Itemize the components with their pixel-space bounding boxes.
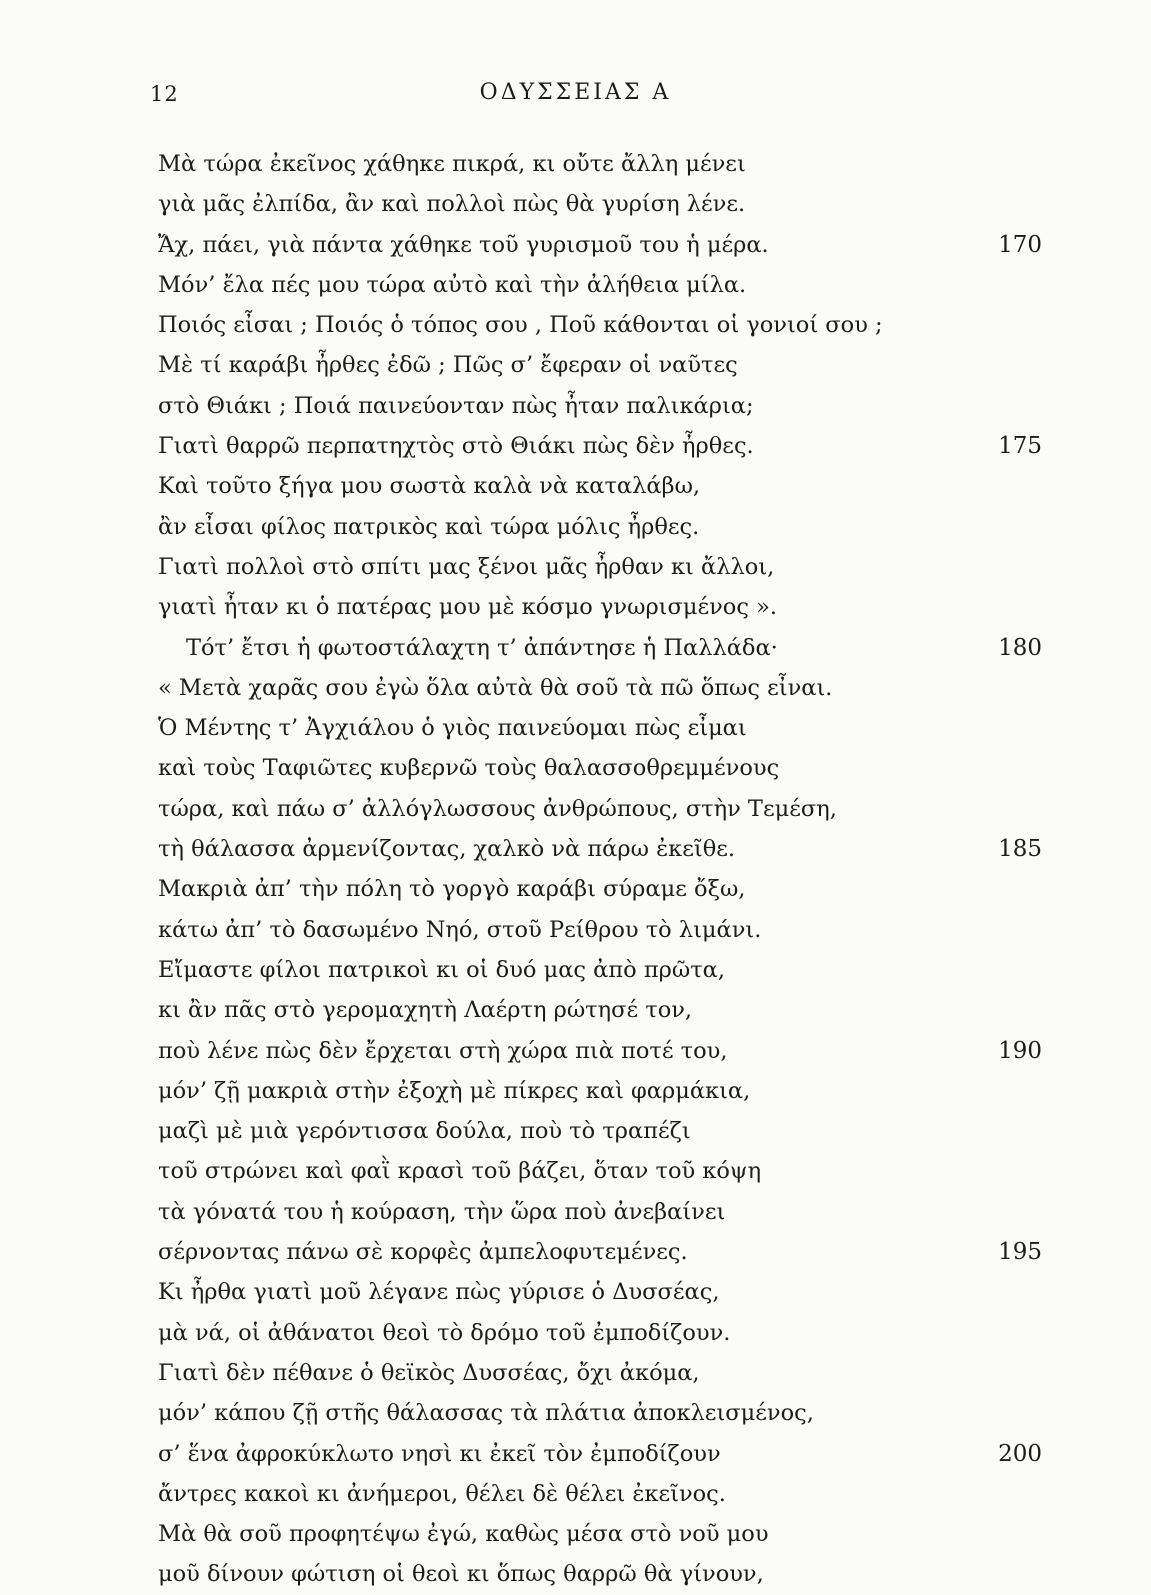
line-number: 190 [998,1037,1042,1064]
verse-text: ἂν εἶσαι φίλος πατρικὸς καὶ τώρα μόλις ἦρθες. [158,513,700,540]
verse-text: κάτω ἀπ’ τὸ δασωμένο Νηό, στοῦ Ρείθρου τὸ λιμάνι. [158,916,762,943]
verse-line [158,910,1048,950]
verse-text: Κι ἦρθα γιατὶ μοῦ λέγανε πὼς γύρισε ὁ Δυσσέας, [158,1279,720,1306]
verse-line [158,587,1048,627]
verse-line [158,547,1048,587]
line-number: 170 [998,231,1042,258]
verse-text: τὴ θάλασσα ἀρμενίζοντας, χαλκὸ νὰ πάρω ἐκεῖθε. [158,836,736,863]
verse-line [158,829,1048,869]
verse-text: Ὁ Μέντης τ’ Ἀγχιάλου ὁ γιὸς παινεύομαι πὼς εἶμαι [158,715,747,742]
verse-text: Γιατὶ δὲν πέθανε ὁ θεϊκὸς Δυσσέας, ὄχι ἀκόμα, [158,1359,700,1386]
verse-text: ἄντρες κακοὶ κι ἀνήμεροι, θέλει δὲ θέλει ἐκεῖνος. [158,1480,726,1507]
line-number: 175 [998,433,1042,460]
verse-line [158,1434,1048,1474]
verse-line [158,144,1048,184]
verse-line [158,628,1048,668]
verse-text: ποὺ λένε πὼς δὲν ἔρχεται στὴ χώρα πιὰ ποτέ του, [158,1037,728,1064]
verse-line [158,869,1048,909]
verse-text: Ποιός εἶσαι ; Ποιός ὁ τόπος σου , Ποῦ κάθονται οἱ γονιοί σου ; [158,312,883,339]
verse-text: Γιατὶ θαρρῶ περπατηχτὸς στὸ Θιάκι πὼς δὲν ἦρθες. [158,433,754,460]
verse-text: Μὰ τώρα ἐκεῖνος χάθηκε πικρά, κι οὔτε ἄλλη μένει [158,151,746,177]
verse-line [158,1353,1048,1393]
line-number: 180 [998,634,1042,661]
verse-text: Μακριὰ ἀπ’ τὴν πόλη τὸ γοργὸ καράβι σύραμε ὄξω, [158,876,746,903]
verse-line [158,184,1048,224]
verse-line [158,1313,1048,1353]
verse-line [158,1272,1048,1312]
verse-text: Γιατὶ πολλοὶ στὸ σπίτι μας ξένοι μᾶς ἦρθαν κι ἄλλοι, [158,553,775,580]
verse-line [158,1071,1048,1111]
verse-text: μόν’ κάπου ζῇ στῆς θάλασσας τὰ πλάτια ἀποκλεισμένος, [158,1400,814,1427]
verse-line [158,708,1048,748]
line-number: 200 [998,1440,1042,1467]
verse-text: Ἄχ, πάει, γιὰ πάντα χάθηκε τοῦ γυρισμοῦ του ἡ μέρα. [158,231,769,258]
verse-line [158,225,1048,265]
verse-line [158,305,1048,345]
verse-line [158,1514,1048,1554]
verse-block [158,144,1048,1595]
line-number: 195 [998,1239,1042,1266]
verse-text: μοῦ δίνουν φώτιση οἱ θεοὶ κι ὅπως θαρρῶ θὰ γίνουν, [158,1561,764,1588]
verse-line [158,1151,1048,1191]
verse-text: Μόν’ ἔλα πές μου τώρα αὐτὸ καὶ τὴν ἀλήθεια μίλα. [158,271,747,298]
verse-text: στὸ Θιάκι ; Ποιά παινεύονταν πὼς ἦταν παλικάρια; [158,392,754,419]
verse-text: Τότ’ ἔτσι ἡ φωτοστάλαχτη τ’ ἀπάντησε ἡ Παλλάδα· [186,634,778,661]
verse-line [158,990,1048,1030]
verse-line [158,345,1048,385]
verse-line [158,668,1048,708]
verse-text: μόν’ ζῇ μακριὰ στὴν ἐξοχὴ μὲ πίκρες καὶ φαρμάκια, [158,1077,751,1104]
verse-text: σ’ ἕνα ἀφροκύκλωτο νησὶ κι ἐκεῖ τὸν ἐμποδίζουν [158,1440,721,1467]
verse-line [158,1232,1048,1272]
verse-text: καὶ τοὺς Ταφιῶτες κυβερνῶ τοὺς θαλασσοθρεμμένους [158,755,780,782]
verse-line [158,789,1048,829]
verse-text: « Μετὰ χαρᾶς σου ἐγὼ ὅλα αὐτὰ θὰ σοῦ τὰ πῶ ὅπως εἶναι. [158,674,833,701]
verse-line [158,466,1048,506]
verse-line [158,507,1048,547]
verse-text: Καὶ τοῦτο ξήγα μου σωστὰ καλὰ νὰ καταλάβω, [158,473,701,500]
verse-text: Εἴμαστε φίλοι πατρικοὶ κι οἱ δυό μας ἀπὸ πρῶτα, [158,956,725,983]
running-title: ΟΔΥΣΣΕΙΑΣ Α [479,80,672,105]
verse-line [158,265,1048,305]
verse-line [158,386,1048,426]
verse-text: τοῦ στρώνει καὶ φαῒ κρασὶ τοῦ βάζει, ὅταν τοῦ κόψη [158,1158,762,1185]
verse-text: κι ἂν πᾶς στὸ γερομαχητὴ Λαέρτη ρώτησέ τον, [158,997,693,1024]
verse-text: μὰ νά, οἱ ἀθάνατοι θεοὶ τὸ δρόμο τοῦ ἐμποδίζουν. [158,1319,731,1346]
verse-text: τὰ γόνατά του ἡ κούραση, τὴν ὥρα ποὺ ἀνεβαίνει [158,1198,726,1225]
verse-line [158,950,1048,990]
verse-line [158,1031,1048,1071]
verse-text: σέρνοντας πάνω σὲ κορφὲς ἀμπελοφυτεμένες. [158,1239,688,1266]
verse-text: τώρα, καὶ πάω σ’ ἀλλόγλωσσους ἀνθρώπους, στὴν Τεμέση, [158,795,837,822]
line-number: 185 [998,836,1042,863]
verse-text: γιὰ μᾶς ἐλπίδα, ἂν καὶ πολλοὶ πὼς θὰ γυρίση λένε. [158,191,746,218]
verse-line [158,1393,1048,1433]
verse-line [158,1192,1048,1232]
verse-text: μαζὶ μὲ μιὰ γερόντισσα δούλα, ποὺ τὸ τραπέζι [158,1118,691,1145]
verse-line [158,1474,1048,1514]
verse-line [158,1111,1048,1151]
verse-text: Μὰ θὰ σοῦ προφητέψω ἐγώ, καθὼς μέσα στὸ νοῦ μου [158,1521,769,1548]
verse-line [158,426,1048,466]
verse-line [158,1554,1048,1594]
page-number: 12 [150,82,179,106]
verse-line [158,748,1048,788]
verse-text: Μὲ τί καράβι ἦρθες ἐδῶ ; Πῶς σ’ ἔφεραν οἱ ναῦτες [158,352,738,379]
verse-text: γιατὶ ἦταν κι ὁ πατέρας μου μὲ κόσμο γνωρισμένος ». [158,594,778,621]
